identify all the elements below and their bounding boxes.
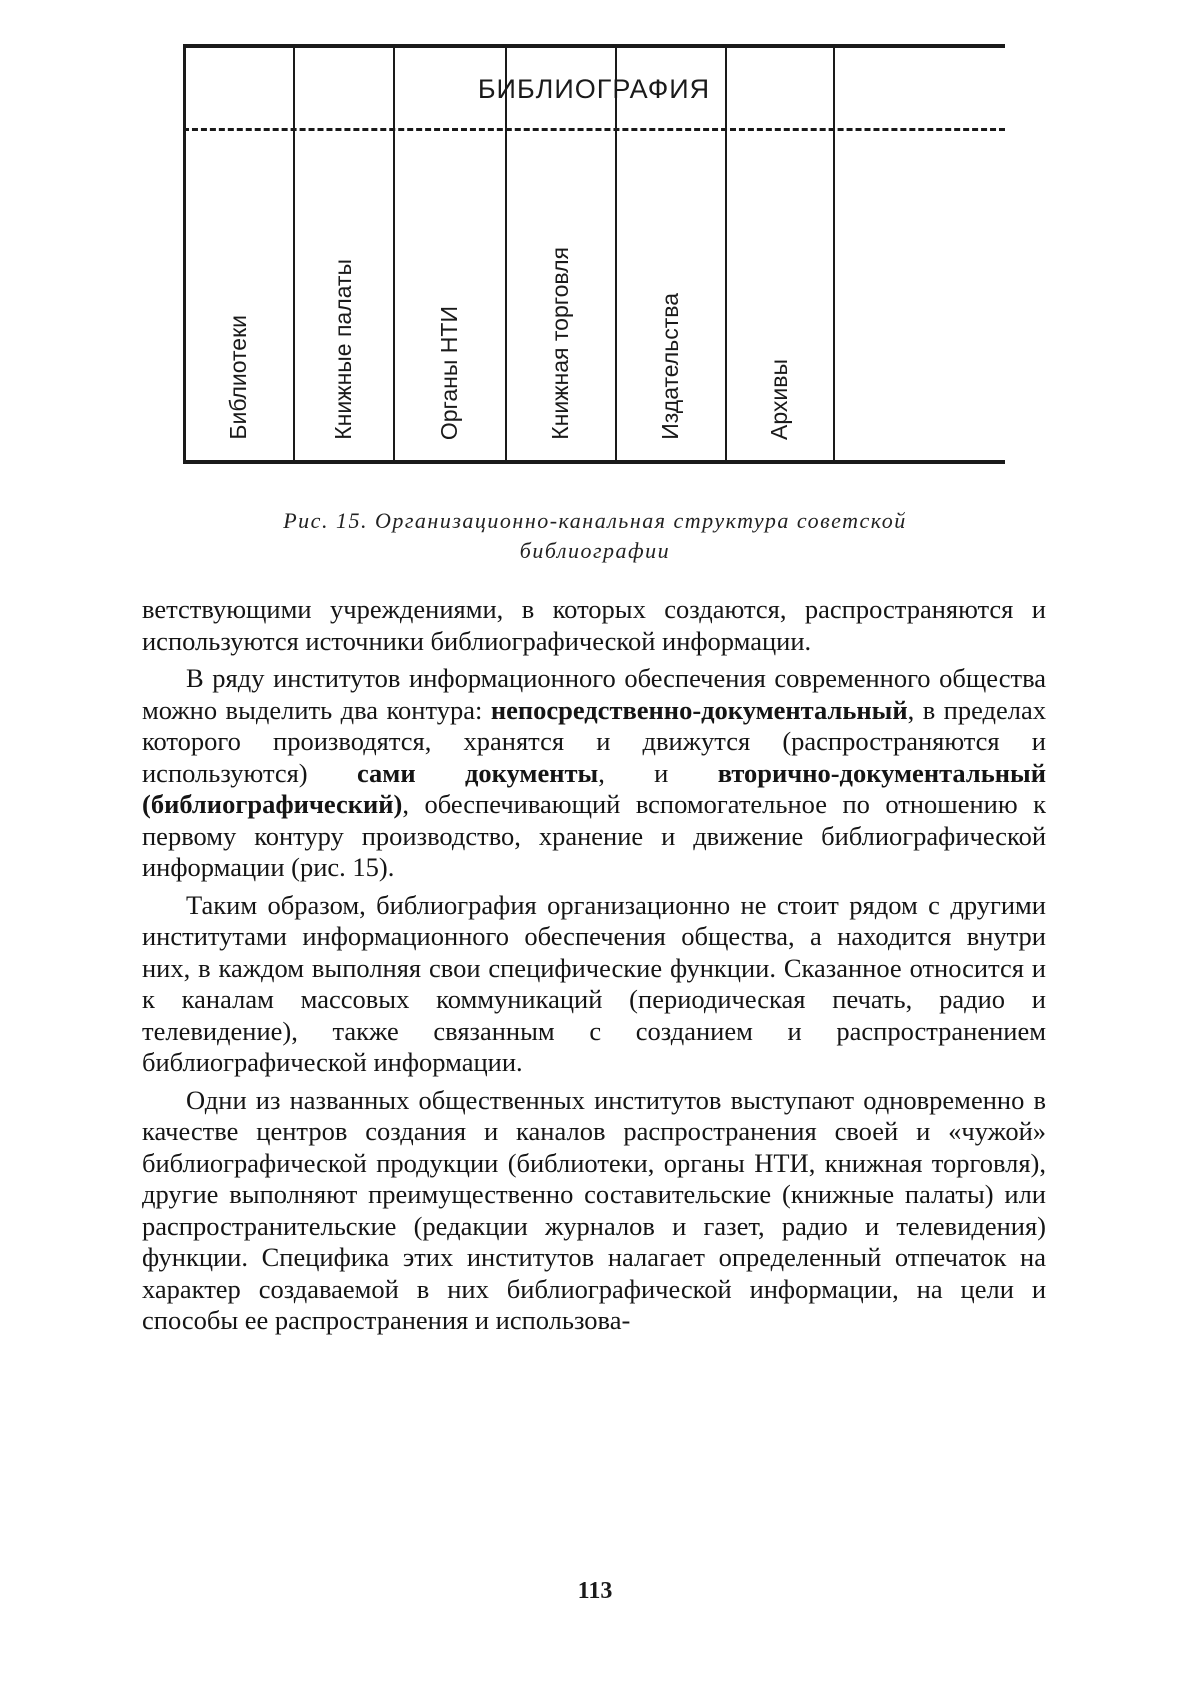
paragraph [142,663,1046,884]
text-run: Одни из названных общественных институтов выступают одновременно в качестве центров создания и каналов распространения своей и «чужой» библиографической продукции (библиотеки, органы НТИ, книжная торговля), другие выполняют преимущественно составительские (книжные палаты) или распространительские (редакции журналов и газет, радио и телевидения) функции. Специфика этих институтов налагает определенный отпечаток на характер создаваемой в них библиографической информации, на цели и способы ее распространения и использова- [142,1084,1046,1335]
bold-term: непосредственно-документальный [490,694,908,725]
diagram-column [393,144,505,464]
text-run: Таким образом, библиография организационно не стоит рядом с другими институтами информационного обеспечения общества, а находится внутри них, в каждом выполняя свои специфические функции. Сказанное относится и к каналам массовых коммуникаций (периодическая печать, радио и телевидение), также связанным с созданием и распространением библиографической информации. [142,889,1046,1077]
page-number: 113 [577,1578,613,1604]
text-run: В ряду институтов информационного обеспечения современного общества можно выделить два контура: [142,663,1046,725]
diagram-column-label: Книжные палаты [329,259,356,440]
text-run: , обеспечивающий вспомогательное по отношению к первому контуру производство, хранение и движение библиографической информации (рис. 15). [142,789,1046,882]
text-run: ветствующими учреждениями, в которых создаются, распространяются и используются источники библиографической информации. [142,594,1046,656]
body-text [142,594,1046,1343]
text-run: , и [598,757,718,788]
diagram-column [505,144,615,464]
text-run: , в пределах которого производятся, хранятся и движутся (распространяются и используются) [142,694,1046,788]
diagram-column [615,144,725,464]
diagram-column-label: Библиотеки [224,315,251,440]
paragraph [142,1085,1046,1337]
diagram-header: БИБЛИОГРАФИЯ [477,74,711,104]
bold-term: сами документы [356,757,599,788]
diagram-column-label: Архивы [765,359,792,440]
diagram-column [183,144,293,464]
figure-caption-line: Рис. 15. Организационно-канальная структура советской [283,508,907,533]
diagram-dashed-divider [183,128,1005,131]
diagram-column-divider [833,44,835,464]
diagram-column-label: Книжная торговля [546,247,573,440]
diagram-column [293,144,393,464]
figure-caption-line: библиографии [519,538,671,563]
diagram-column-label: Органы НТИ [435,305,462,440]
diagram-column-label: Издательства [656,293,683,440]
diagram-column [725,144,833,464]
figure-diagram [183,44,1005,470]
paragraph [142,890,1046,1079]
figure-caption [140,506,1050,566]
paragraph [142,594,1046,657]
bold-term: вторично-документальный (библиографический) [142,757,1047,819]
